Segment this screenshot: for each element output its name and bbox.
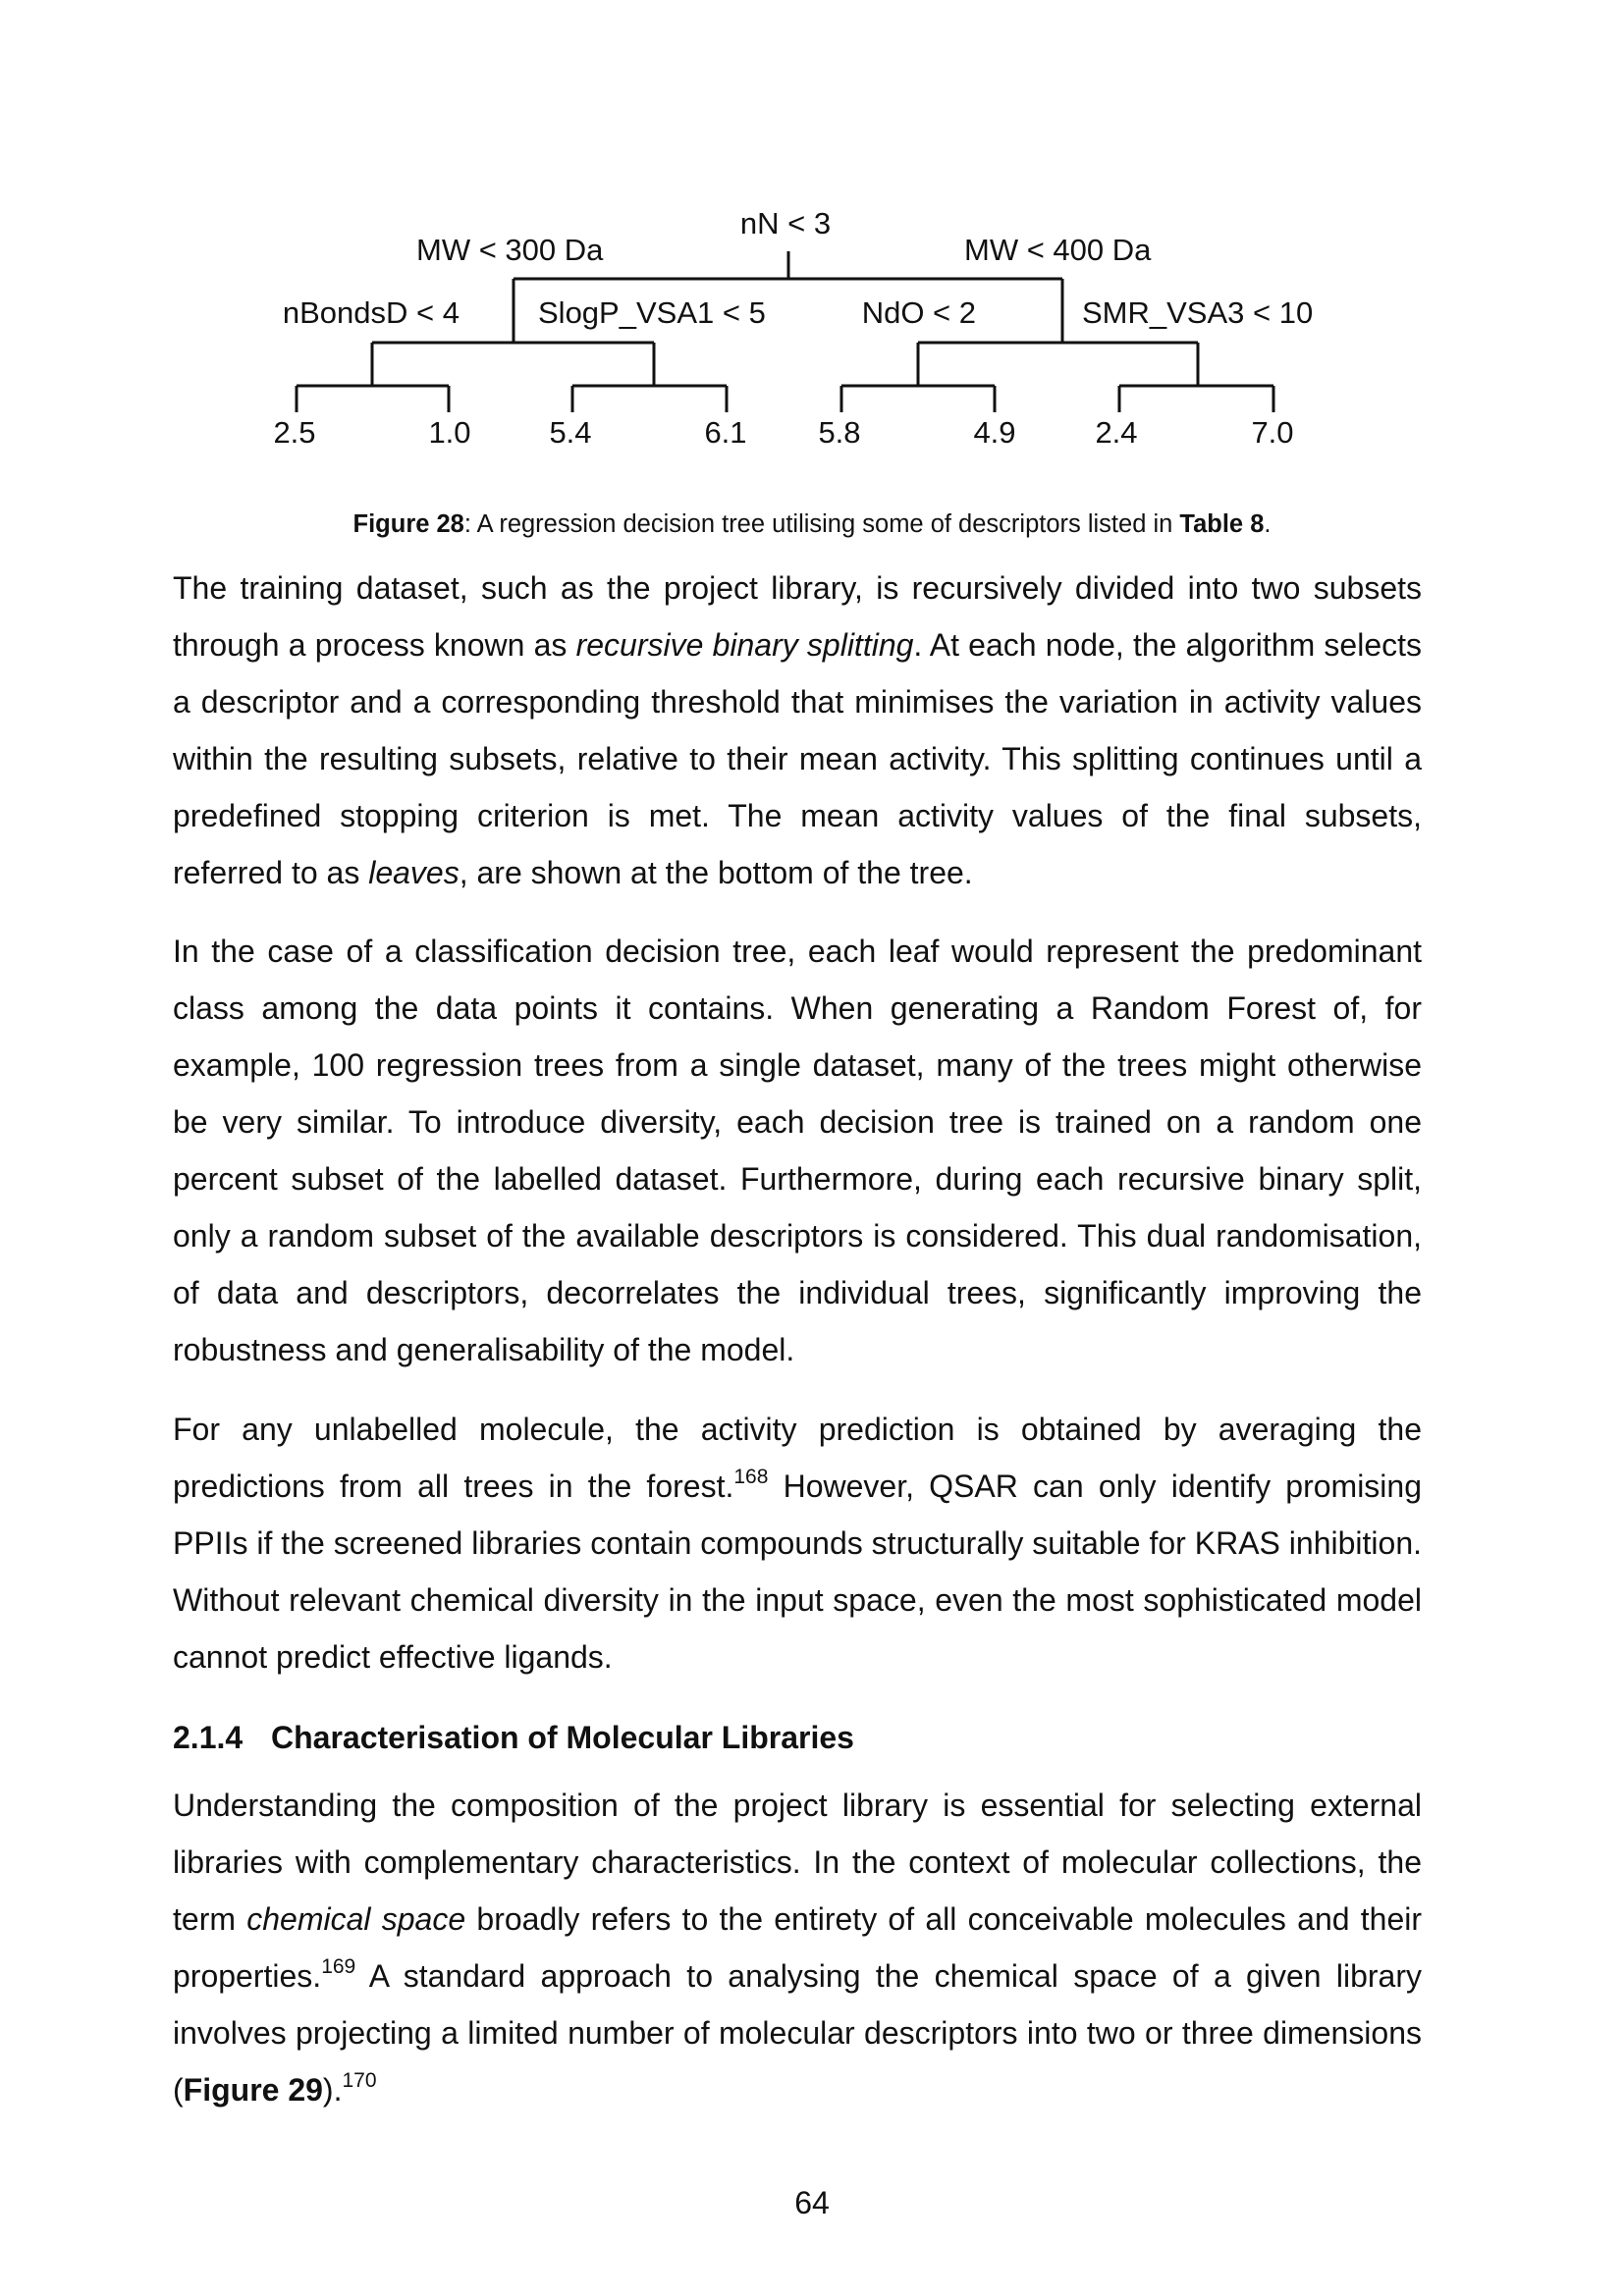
tree-node-right-label: MW < 400 Da [964,233,1152,267]
paragraph-text: . At each node, the algorithm selects a descriptor and a corresponding threshold that minimises the variation in activity values within the resulting subsets, relative to their mean activity. This splitting continues until a predefined stopping criterion is met. The mean activity values of the final subsets, referred to as [173,627,1423,890]
decision-tree-figure [0,0,1624,471]
paragraph-text: For any unlabelled molecule, the activity prediction is obtained by averaging the predictions from all trees in the forest. [173,1412,1422,1504]
page-number: 64 [794,2185,830,2220]
section-number: 2.1.4 [173,1720,244,1755]
tree-leaf-value: 2.5 [273,415,316,450]
tree-node-left-label: MW < 300 Da [416,233,604,267]
tree-node-lr-label: SlogP_VSA1 < 5 [538,295,766,330]
paragraph-text: broadly refers to the entirety of all conceivable molecules and their properties. [173,1901,1423,1994]
paragraph-text: However, QSAR can only identify promising PPIIs if the screened libraries contain compounds structurally suitable for KRAS inhibition. Without relevant chemical diversity in the input space, even the most sophisticated model cannot predict effective ligands. [173,1468,1422,1675]
figure-caption [0,507,1624,542]
table-reference: Table 8 [1179,510,1265,538]
paragraph-chemical-space [173,1777,1422,2118]
figure-reference: Figure 29 [183,2072,323,2108]
tree-leaf-value: 5.8 [818,415,861,450]
paragraph-text: In the case of a classification decision tree, each leaf would represent the predominant class among the data points it contains. When generating a Random Forest of, for example, 100 regression trees from a single dataset, many of the trees might otherwise be very similar. To introduce diversity, each decision tree is trained on a random one percent subset of the labelled dataset. Furthermore, during each recursive binary split, only a random subset of the available descriptors is considered. This dual randomisation, of data and descriptors, decorrelates the individual trees, significantly improving the robustness and generalisability of the model. [173,934,1422,1367]
caption-text: : A regression decision tree utilising some of descriptors listed in [463,510,1180,538]
paragraph-random-forest [173,923,1422,1378]
paragraph-prediction [173,1401,1422,1685]
citation-superscript: 169 [321,1955,356,1978]
paragraph-text: ). [322,2072,343,2108]
tree-leaf-value: 2.4 [1095,415,1138,450]
tree-node-ll-label: nBondsD < 4 [282,295,460,330]
emphasis-term: chemical space [246,1901,466,1937]
tree-leaf-value: 1.0 [428,415,471,450]
emphasis-term: leaves [368,855,460,890]
tree-node-rr-label: SMR_VSA3 < 10 [1082,295,1314,330]
tree-root-label: nN < 3 [739,206,832,240]
caption-end: . [1264,510,1272,538]
paragraph-text: Understanding the composition of the project library is essential for selecting external libraries with complementary characteristics. In the context of molecular collections, the term [173,1788,1422,1937]
tree-leaf-value: 5.4 [549,415,592,450]
tree-node-rl-label: NdO < 2 [861,295,976,330]
tree-leaf-value: 7.0 [1251,415,1294,450]
tree-leaf-value: 6.1 [704,415,747,450]
paragraph-recursive-splitting [173,560,1422,901]
paragraph-text: The training dataset, such as the project library, is recursively divided into two subsets through a process known as [173,570,1422,663]
citation-superscript: 170 [342,2069,377,2092]
tree-leaf-value: 4.9 [973,415,1016,450]
paragraph-text: A standard approach to analysing the chemical space of a given library involves projecting a limited number of molecular descriptors into two or three dimensions ( [173,1958,1422,2108]
citation-superscript: 168 [733,1466,769,1488]
paragraph-text: , are shown at the bottom of the tree. [459,855,973,890]
figure-label: Figure 28 [352,510,464,538]
section-title: Characterisation of Molecular Libraries [271,1720,854,1755]
section-heading [173,1714,854,1761]
emphasis-term: recursive binary splitting [575,627,914,663]
